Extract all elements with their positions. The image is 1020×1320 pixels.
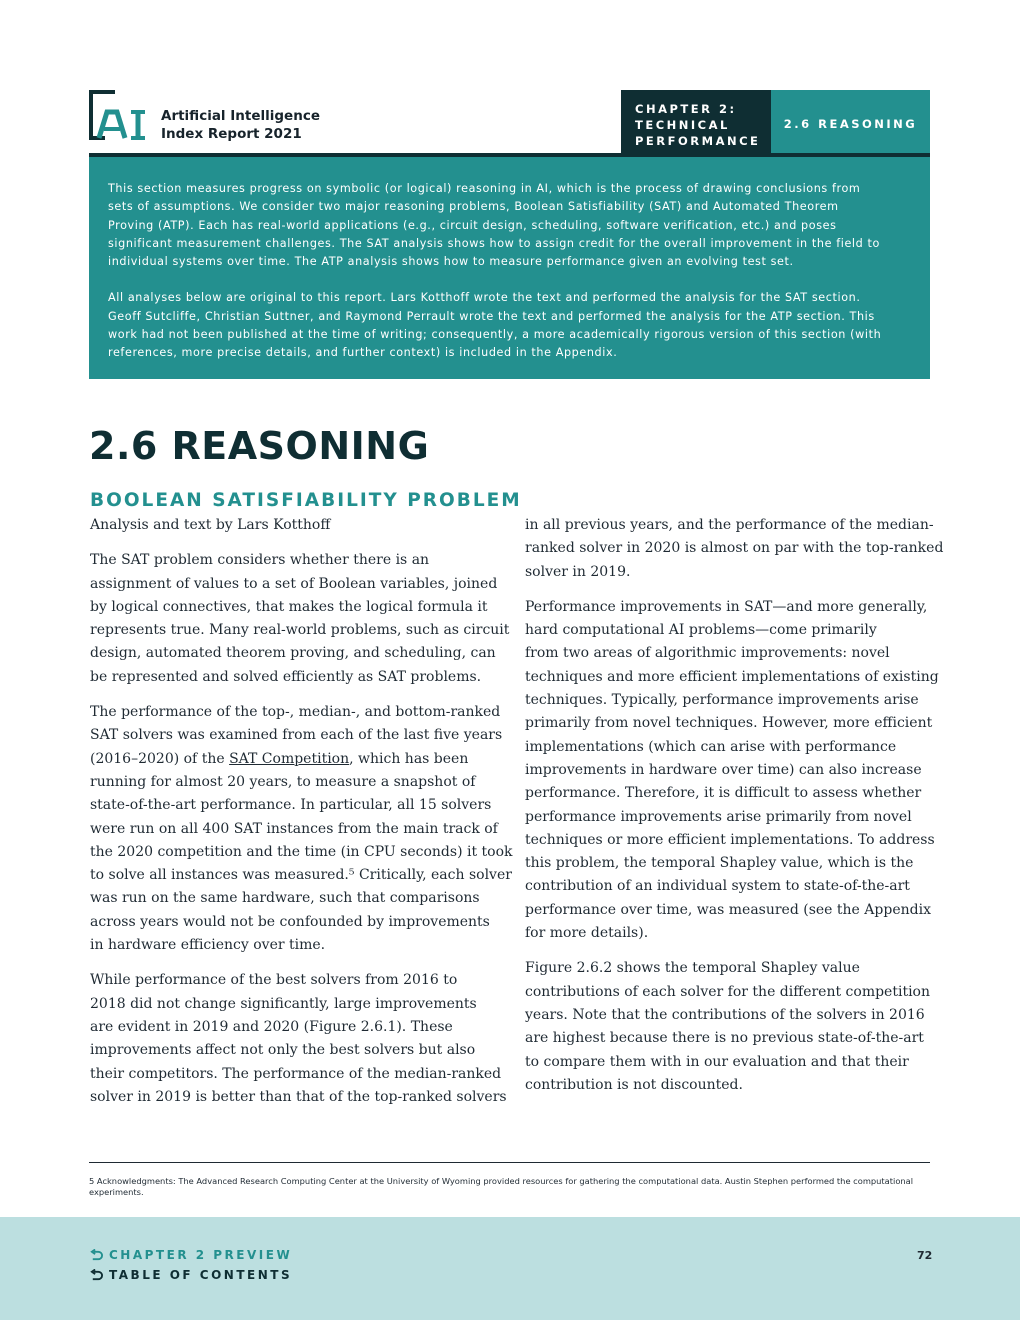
right-paragraph-3 [525,957,935,1097]
text-line: are highest because there is no previous state-of-the-art [525,1030,924,1047]
text-line: techniques or more efficient implementations. To address [525,831,935,848]
text-line: this problem, the temporal Shapley value, which is the [525,855,914,872]
text-line: While performance of the best solvers from 2016 to [90,972,458,989]
text-line: The SAT problem considers whether there is an [90,552,430,569]
text-line: across years would not be confounded by improvements [90,913,490,930]
ai-index-logo [89,90,147,140]
text-line: Performance improvements in SAT—and more generally, [525,598,928,615]
footnote-line-2: experiments. [89,1186,144,1197]
intro-p1-line: sets of assumptions. We consider two major reasoning problems, Boolean Satisfiability (SAT) and Automated Theorem [108,200,839,214]
text-line: 2018 did not change significantly, large improvements [90,995,477,1012]
text-line: contribution is not discounted. [525,1076,743,1093]
table-of-contents-link[interactable] [90,1268,292,1282]
intro-p2-line: work had not been published at the time of writing; consequently, a more academically rigorous version of this section (with [108,328,882,342]
text-line: improvements affect not only the best solvers but also [90,1042,476,1059]
page-footer [0,1217,1020,1320]
right-column [525,514,944,1109]
left-column [90,514,513,1121]
text-line: to solve all instances was measured.⁵ Critically, each solver [90,867,512,884]
intro-paragraph-2 [108,289,911,362]
sat-competition-link[interactable]: SAT Competition [229,750,350,767]
left-paragraph-2 [90,701,513,957]
text-line: be represented and solved efficiently as SAT problems. [90,668,482,685]
intro-p1-line: significant measurement challenges. The SAT analysis shows how to assign credit for the overall improvement in the field to [108,236,880,250]
text-line: implementations (which can arise with performance [525,738,897,755]
text-line: The performance of the top-, median-, and bottom-ranked [90,704,501,721]
text-fragment: , which has been [349,750,469,767]
text-line: primarily from novel techniques. However, more efficient [525,715,933,732]
text-line: from two areas of algorithmic improvements: novel [525,645,890,662]
text-fragment: (2016–2020) of the [90,750,230,767]
text-line: contribution of an individual system to state-of-the-art [525,878,910,895]
text-line: were run on all 400 SAT instances from the main track of [90,820,498,837]
text-line: state-of-the-art performance. In particular, all 15 solvers [90,797,492,814]
text-line: design, automated theorem proving, and scheduling, can [90,645,496,662]
text-line: to compare them with in our evaluation and that their [525,1053,909,1070]
text-line: represents true. Many real-world problems, such as circuit [90,622,510,639]
text-line: solver in 2019 is better than that of the top-ranked solvers [90,1088,507,1105]
chapter-line-1: CHAPTER 2: [635,102,737,116]
byline: Analysis and text by Lars Kotthoff [90,517,331,533]
text-line: hard computational AI problems—come primarily [525,622,877,639]
intro-p1-line: This section measures progress on symbolic (or logical) reasoning in AI, which is the process of drawing conclusions from [108,182,861,195]
text-line: was run on the same hardware, such that comparisons [90,890,480,907]
return-arrow-icon [90,1269,103,1282]
return-arrow-icon [90,1249,103,1262]
intro-p1-line: individual systems over time. The ATP analysis shows how to measure performance given an evolving test set. [108,255,794,269]
text-line: performance. Therefore, it is difficult to assess whether [525,785,922,802]
intro-paragraph-1 [108,180,911,271]
footnote [89,1176,930,1197]
text-line [90,748,502,771]
text-line: SAT solvers was examined from each of the last five years [90,727,503,744]
intro-p1-line: Proving (ATP). Each has real-world applications (e.g., circuit design, scheduling, software verification, etc.) and poses [108,218,837,232]
footnote-divider [89,1162,930,1163]
text-line: running for almost 20 years, to measure a snapshot of [90,773,476,790]
text-line: techniques and more efficient implementations of existing [525,668,939,685]
text-line: in hardware efficiency over time. [90,937,326,954]
chapter-line-3: PERFORMANCE [635,134,761,148]
text-line: are evident in 2019 and 2020 (Figure 2.6.1). These [90,1018,453,1035]
right-paragraph-1 [525,514,944,584]
text-line: performance improvements arise primarily from novel [525,808,912,825]
table-of-contents-label: TABLE OF CONTENTS [109,1268,293,1282]
text-line: techniques. Typically, performance improvements arise [525,692,919,709]
chapter-preview-label: CHAPTER 2 PREVIEW [109,1248,293,1262]
report-header [89,90,930,154]
report-title-line-1: Artificial Intelligence [161,108,320,124]
text-line: in all previous years, and the performance of the median- [525,517,934,533]
text-line: solver in 2019. [525,563,631,580]
left-paragraph-3 [90,969,507,1109]
text-line: ranked solver in 2020 is almost on par with the top-ranked [525,540,944,557]
text-line: performance over time, was measured (see the Appendix [525,901,931,918]
report-title [161,107,320,143]
footnote-line-1: 5 Acknowledgments: The Advanced Research Computing Center at the University of Wyoming provided resources for gathering the computational data. Austin Stephen performed the computational [89,1176,914,1186]
chapter-preview-link[interactable] [90,1248,292,1262]
text-line: by logical connectives, that makes the logical formula it [90,598,488,615]
intro-p2-line: All analyses below are original to this report. Lars Kotthoff wrote the text and performed the analysis for the SAT section. [108,291,861,305]
section-label: 2.6 REASONING [771,90,930,154]
chapter-label [621,90,771,154]
text-line: improvements in hardware over time) can also increase [525,761,922,778]
intro-p2-line: Geoff Sutcliffe, Christian Suttner, and Raymond Perrault wrote the text and performed the analysis for the ATP section. This [108,309,875,323]
text-line: for more details). [525,925,649,942]
chapter-line-2: TECHNICAL [635,118,730,132]
text-line: the 2020 competition and the time (in CPU seconds) it took [90,843,513,860]
section-subheading: BOOLEAN SATISFIABILITY PROBLEM [90,490,522,511]
text-line: contributions of each solver for the different competition [525,983,930,1000]
text-line: assignment of values to a set of Boolean variables, joined [90,575,498,592]
intro-box [89,157,930,379]
text-line: Figure 2.6.2 shows the temporal Shapley value [525,960,860,977]
page-title: 2.6 REASONING [89,424,430,468]
right-paragraph-2 [525,596,939,945]
text-line: their competitors. The performance of the median-ranked [90,1065,502,1082]
left-paragraph-1 [90,549,510,689]
page-number: 72 [917,1249,933,1262]
report-title-line-2: Index Report 2021 [161,126,302,142]
text-line: years. Note that the contributions of the solvers in 2016 [525,1006,925,1023]
intro-p2-line: references, more precise details, and further context) is included in the Appendix. [108,346,618,360]
